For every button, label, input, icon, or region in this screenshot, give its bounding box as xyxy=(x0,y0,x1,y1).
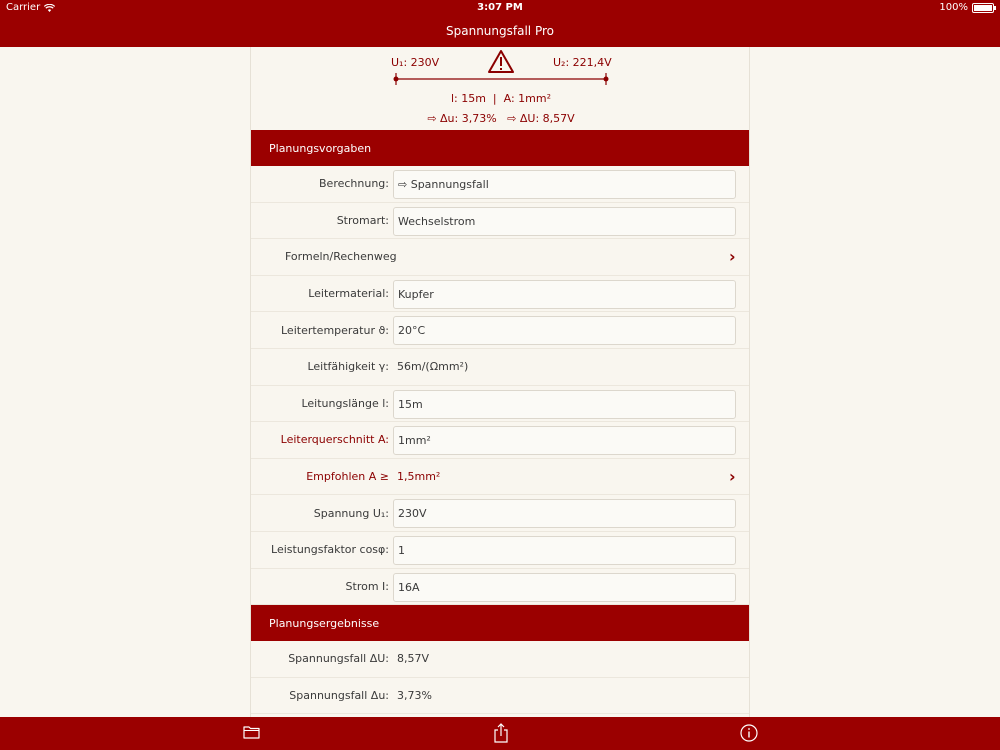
row-leistungsfaktor xyxy=(251,532,749,569)
spannung-label: Spannung U₁: xyxy=(313,506,389,520)
leistungsfaktor-field[interactable]: 1 xyxy=(393,536,736,565)
stromart-field[interactable]: Wechselstrom xyxy=(393,207,736,236)
leitungslaenge-label: Leitungslänge l: xyxy=(301,396,389,410)
u2-label: U₂: 221,4V xyxy=(553,56,612,69)
leitfaehigkeit-value: 56m/(Ωmm²) xyxy=(397,360,469,374)
berechnung-label: Berechnung: xyxy=(319,177,389,191)
carrier-label: Carrier xyxy=(6,2,41,13)
leitungslaenge-field[interactable]: 15m xyxy=(393,390,736,419)
row-berechnung xyxy=(251,166,749,203)
spannung-field[interactable]: 230V xyxy=(393,499,736,528)
empfohlen-label: Empfohlen A ≥ xyxy=(306,470,389,484)
spannungsfall-abs-label: Spannungsfall ΔU: xyxy=(288,652,389,666)
row-empfohlen[interactable] xyxy=(251,459,749,496)
row-leitungslaenge xyxy=(251,386,749,423)
strom-label: Strom I: xyxy=(345,579,389,593)
delta-values: ⇨ Δu: 3,73% ⇨ ΔU: 8,57V xyxy=(427,112,575,125)
cable-line xyxy=(391,71,611,87)
chevron-right-icon[interactable]: › xyxy=(729,467,736,487)
leiterquerschnitt-label: Leiterquerschnitt A: xyxy=(280,433,389,447)
share-icon[interactable] xyxy=(493,723,509,743)
row-formeln[interactable] xyxy=(251,239,749,276)
row-spannungsfall-abs xyxy=(251,641,749,678)
leitermaterial-field[interactable]: Kupfer xyxy=(393,280,736,309)
leitertemperatur-label: Leitertemperatur ϑ: xyxy=(281,323,389,337)
section-planungsergebnisse: Planungsergebnisse xyxy=(251,605,749,641)
formeln-label: Formeln/Rechenweg xyxy=(285,250,397,264)
row-strom xyxy=(251,569,749,606)
section-planungsvorgaben: Planungsvorgaben xyxy=(251,130,749,166)
leiterquerschnitt-field[interactable]: 1mm² xyxy=(393,426,736,455)
row-spannungsfall-rel xyxy=(251,678,749,715)
nav-title: Spannungsfall Pro xyxy=(446,24,554,38)
voltage-diagram xyxy=(251,47,749,130)
battery-icon xyxy=(972,3,994,13)
chevron-right-icon[interactable]: › xyxy=(729,247,736,267)
length-area-label: l: 15m | A: 1mm² xyxy=(450,92,552,105)
folder-icon[interactable] xyxy=(243,725,260,739)
leitermaterial-label: Leitermaterial: xyxy=(308,287,389,301)
spannungsfall-rel-label: Spannungsfall Δu: xyxy=(289,689,389,703)
leistungsfaktor-label: Leistungsfaktor cosφ: xyxy=(271,543,389,557)
status-battery xyxy=(939,2,994,13)
top-bar xyxy=(0,0,1000,47)
row-leitertemperatur xyxy=(251,312,749,349)
spannungsfall-abs-value: 8,57V xyxy=(397,652,430,666)
row-leiterquerschnitt xyxy=(251,422,749,459)
leitertemperatur-field[interactable]: 20°C xyxy=(393,316,736,345)
empfohlen-value: 1,5mm² xyxy=(397,470,441,484)
strom-field[interactable]: 16A xyxy=(393,573,736,602)
row-spannung xyxy=(251,495,749,532)
u1-label: U₁: 230V xyxy=(391,56,440,69)
row-stromart xyxy=(251,203,749,240)
berechnung-field[interactable]: ⇨ Spannungsfall xyxy=(393,170,736,199)
leitfaehigkeit-label: Leitfähigkeit γ: xyxy=(307,360,389,374)
row-leitfaehigkeit xyxy=(251,349,749,386)
spannungsfall-rel-value: 3,73% xyxy=(397,689,432,703)
stromart-label: Stromart: xyxy=(336,213,389,227)
row-leitermaterial xyxy=(251,276,749,313)
content-column xyxy=(250,47,750,717)
bottom-toolbar xyxy=(0,717,1000,750)
status-time: 3:07 PM xyxy=(477,2,523,13)
battery-label: 100% xyxy=(939,2,968,13)
info-icon[interactable] xyxy=(740,724,758,742)
